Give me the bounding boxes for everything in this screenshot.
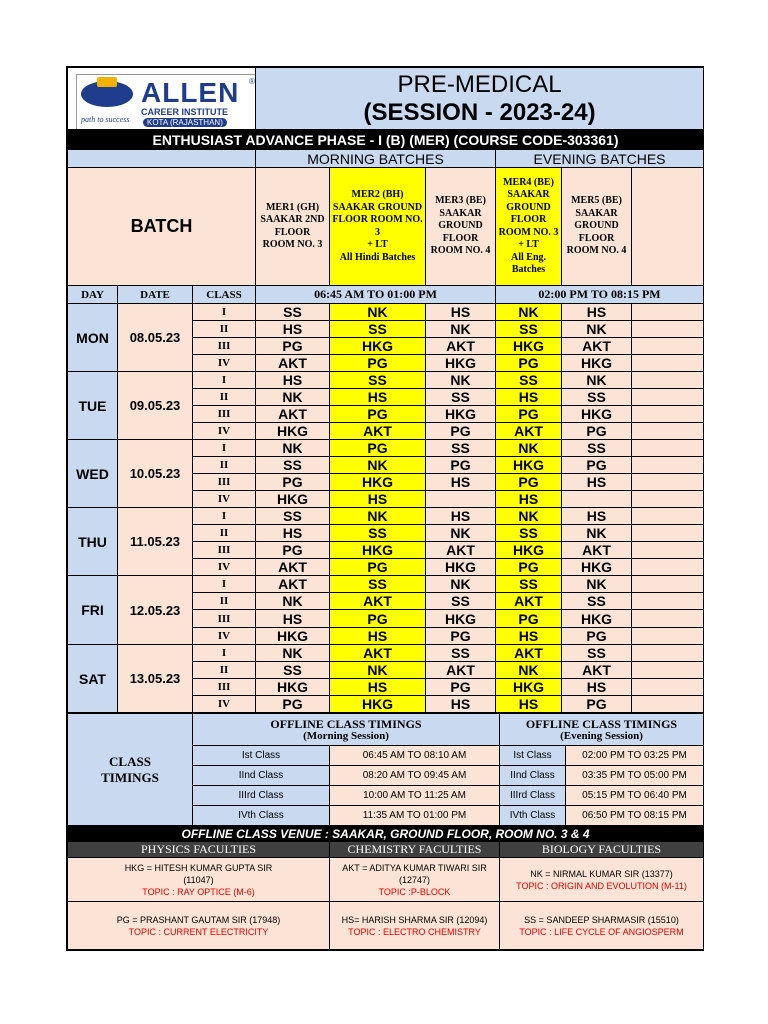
subject-cell: AKT [426,662,496,679]
subject-cell: HS [562,304,632,321]
faculty-name: HKG = HITESH KUMAR GUPTA SIR [124,862,273,873]
morning-class-name: Ist Class [193,746,330,766]
batch-line: MER4 (BE) [503,176,554,188]
faculty-row [68,858,704,902]
physics-faculties-header: PHYSICS FACULTIES [68,842,330,858]
subject-cell: SS [562,389,632,406]
logo-subtitle: CAREER INSTITUTE [141,107,229,117]
subject-cell: PG [496,559,562,576]
subject-cell: SS [496,576,562,593]
class-number: III [193,542,256,559]
faculty-cell [68,858,330,902]
batch-line: MER2 (BH) [351,189,404,200]
subject-cell: PG [426,457,496,474]
spacer-cell [632,696,704,713]
subject-cell: HS [330,679,426,696]
class-number: III [193,338,256,355]
subject-cell [426,491,496,508]
subject-cell: HKG [426,355,496,372]
subject-cell: SS [330,525,426,542]
spacer-cell [632,321,704,338]
batch-line: SAAKAR GROUND [332,201,423,213]
subject-cell: PG [496,355,562,372]
spacer-cell [632,406,704,423]
subject-cell: HKG [330,338,426,355]
evening-class-name: IVth Class [500,806,566,826]
spacer-cell [632,491,704,508]
subject-cell: HKG [562,355,632,372]
faculty-topic: TOPIC :P-BLOCK [378,886,451,897]
subject-cell: AKT [330,593,426,610]
schedule-row [68,576,704,593]
faculty-name: SS = SANDEEP SHARMASIR (15510) [524,914,679,925]
morning-time-range: 06:45 AM TO 01:00 PM [256,286,496,304]
subject-cell: NK [496,440,562,457]
subject-cell: HS [496,389,562,406]
batch-line: SAAKAR [439,207,482,219]
evening-class-time: 02:00 PM TO 03:25 PM [566,746,704,766]
subject-cell: PG [562,696,632,713]
batch-line: ROOM NO. 3 [498,226,559,238]
subject-cell: HS [256,525,330,542]
spacer-cell [632,679,704,696]
spacer-cell [632,474,704,491]
subject-cell: NK [562,576,632,593]
day-cell: TUE [68,372,118,440]
batch-line: GROUND [438,220,483,232]
evening-class-time: 06:50 PM TO 08:15 PM [566,806,704,826]
schedule-row [68,645,704,662]
subject-cell: SS [496,321,562,338]
subject-cell [562,491,632,508]
subject-cell: PG [330,440,426,457]
subject-cell: SS [426,389,496,406]
subject-cell: NK [330,304,426,321]
subject-cell: HKG [256,423,330,440]
spacer-cell [632,559,704,576]
class-number: II [193,389,256,406]
class-number: IV [193,423,256,440]
evening-class-time: 03:35 PM TO 05:00 PM [566,766,704,786]
spacer-cell [632,508,704,525]
spacer-cell [632,645,704,662]
faculty-topic: TOPIC : CURRENT ELECTRICITY [128,926,269,937]
subject-cell: SS [256,662,330,679]
faculty-topic: TOPIC : ELECTRO CHEMISTRY [348,926,481,937]
batch-spacer [632,168,704,286]
faculty-cell [500,902,704,950]
spacer-cell [632,304,704,321]
class-number: I [193,645,256,662]
subject-cell: PG [330,610,426,628]
batch-line: ROOM NO. 3 [262,239,323,250]
subject-cell: HS [562,679,632,696]
subject-cell: HKG [562,559,632,576]
subject-cell: AKT [562,542,632,559]
batch-line: MER1 (GH) [265,201,320,213]
subject-cell: SS [562,593,632,610]
subject-cell: NK [562,372,632,389]
class-number: II [193,321,256,338]
spacer-cell [632,355,704,372]
spacer-cell [632,662,704,679]
timings-and-faculty [67,713,704,950]
morning-timings-title: OFFLINE CLASS TIMINGS [270,716,422,731]
subject-cell: HKG [496,338,562,355]
spacer-cell [632,628,704,645]
date-cell: 10.05.23 [118,440,193,508]
subject-cell: PG [256,542,330,559]
batch-line: FLOOR [274,226,311,238]
subject-cell: HS [426,508,496,525]
subject-cell: SS [496,372,562,389]
class-number: IV [193,491,256,508]
morning-class-name: IVth Class [193,806,330,826]
class-timings-line-2: TIMINGS [101,769,159,785]
batch-label: BATCH [68,168,256,286]
morning-class-time: 10:00 AM TO 11:25 AM [330,786,500,806]
subject-cell: HS [562,508,632,525]
subject-cell: HKG [496,542,562,559]
class-number: IV [193,696,256,713]
subject-cell: SS [256,304,330,321]
subject-cell: HKG [562,610,632,628]
evening-timings-sub: (Evening Session) [560,729,643,742]
subject-cell: AKT [562,338,632,355]
subject-cell: AKT [256,576,330,593]
subject-cell: HKG [496,457,562,474]
subject-cell: AKT [256,406,330,423]
batch-line: All Eng. [511,251,547,263]
subject-cell: AKT [562,662,632,679]
date-cell: 08.05.23 [118,304,193,372]
subject-cell: AKT [426,542,496,559]
subject-cell: HS [496,491,562,508]
morning-class-time: 06:45 AM TO 08:10 AM [330,746,500,766]
schedule-row [68,508,704,525]
spacer-cell [632,423,704,440]
subject-cell: HKG [426,406,496,423]
subject-cell: PG [330,406,426,423]
subject-cell: NK [426,321,496,338]
class-number: II [193,662,256,679]
batch-header-mer4 [496,168,562,286]
subject-cell: NK [426,525,496,542]
subject-cell: AKT [330,423,426,440]
class-number: II [193,525,256,542]
class-timings-label [68,714,193,826]
batch-line: FLOOR ROOM NO. [332,214,423,225]
morning-class-time: 11:35 AM TO 01:00 PM [330,806,500,826]
batch-line: MER3 (BE) [435,195,486,207]
schedule-row [68,440,704,457]
subject-cell: SS [496,525,562,542]
batch-line: SAAKAR [507,189,550,200]
class-number: IV [193,559,256,576]
subject-cell: SS [426,593,496,610]
subject-cell: NK [496,304,562,321]
subject-cell: NK [330,662,426,679]
day-cell: THU [68,508,118,576]
morning-timings-sub: (Morning Session) [303,729,389,742]
subject-cell: PG [256,474,330,491]
subject-cell: PG [496,474,562,491]
subject-cell: PG [562,423,632,440]
subject-cell: HKG [496,679,562,696]
subject-cell: HS [330,491,426,508]
class-number: IV [193,628,256,645]
evening-time-range: 02:00 PM TO 08:15 PM [496,286,704,304]
batch-header-mer5 [562,168,632,286]
subject-cell: PG [426,628,496,645]
subject-cell: SS [256,457,330,474]
subject-cell: HKG [330,474,426,491]
schedule-row [68,372,704,389]
subject-cell: HKG [562,406,632,423]
morning-class-time: 08:20 AM TO 09:45 AM [330,766,500,786]
class-number: II [193,457,256,474]
subject-cell: PG [330,355,426,372]
class-number: III [193,406,256,423]
subject-cell: PG [496,406,562,423]
faculty-row [68,902,704,950]
morning-class-name: IIIrd Class [193,786,330,806]
subject-cell: HS [496,696,562,713]
logo-tagline: path to success [81,115,130,124]
subject-cell: HKG [256,679,330,696]
batch-line: ROOM NO. 4 [430,245,491,257]
subject-cell: NK [496,508,562,525]
batch-line: + LT [367,239,388,250]
faculty-cell [500,858,704,902]
subject-cell: HKG [330,542,426,559]
evening-timings-title: OFFLINE CLASS TIMINGS [525,716,678,731]
biology-faculties-header: BIOLOGY FACULTIES [500,842,704,858]
faculty-cell [330,902,500,950]
subject-cell: NK [330,457,426,474]
subject-cell: AKT [256,559,330,576]
subject-cell: AKT [496,423,562,440]
subject-cell: NK [330,508,426,525]
subject-cell: NK [256,440,330,457]
batch-header-mer2 [330,168,426,286]
subject-cell: NK [562,321,632,338]
subject-cell: PG [426,423,496,440]
batch-line: MER5 (BE) [571,195,622,207]
subject-cell: AKT [496,593,562,610]
batch-line: 3 [375,226,381,238]
registered-mark: ® [249,77,255,86]
class-number: I [193,440,256,457]
subject-cell: HS [426,474,496,491]
subject-cell: HS [426,696,496,713]
faculty-topic: TOPIC : LIFE CYCLE OF ANGIOSPERM [519,926,684,937]
batch-line: SAAKAR 2ND [260,214,325,225]
day-cell: MON [68,304,118,372]
class-number: I [193,304,256,321]
subject-cell: AKT [426,338,496,355]
batch-line: FLOOR [510,214,547,225]
batch-line: GROUND [506,201,551,213]
faculty-name: PG = PRASHANT GAUTAM SIR (17948) [116,914,281,925]
subject-cell: SS [562,440,632,457]
faculty-name: HS= HARISH SHARMA SIR (12094) [341,914,488,925]
spacer-cell [632,593,704,610]
allen-logo [76,74,256,130]
day-cell: FRI [68,576,118,645]
spacer-cell [632,372,704,389]
class-number: I [193,508,256,525]
spacer-cell [632,525,704,542]
class-number: III [193,679,256,696]
timetable-sheet [66,66,704,951]
evening-batches-label: EVENING BATCHES [496,150,704,168]
class-timings-line-1: CLASS [109,753,151,769]
subject-cell: HS [426,304,496,321]
subject-cell: PG [256,696,330,713]
col-day: DAY [68,286,118,304]
subject-cell: NK [562,525,632,542]
batch-line: FLOOR [442,232,479,244]
logo-brand: ALLEN [141,77,240,108]
subject-cell: SS [256,508,330,525]
spacer-cell [632,542,704,559]
spacer-cell [632,576,704,593]
title-line-1: PRE-MEDICAL [397,70,562,98]
evening-class-name: IIIrd Class [500,786,566,806]
spacer-cell [632,610,704,628]
morning-class-name: IInd Class [193,766,330,786]
col-date: DATE [118,286,193,304]
subject-cell: HKG [426,559,496,576]
batch-header-mer1 [256,168,330,286]
subject-cell: HS [256,610,330,628]
evening-class-time: 05:15 PM TO 06:40 PM [566,786,704,806]
subject-cell: AKT [256,355,330,372]
batch-line: + LT [518,239,539,250]
subject-cell: HS [256,321,330,338]
morning-timings-header [193,714,500,746]
spacer-cell [632,440,704,457]
subject-cell: HS [496,628,562,645]
logo-location: KOTA (RAJASTHAN) [143,118,227,127]
subject-cell: HKG [256,491,330,508]
subject-cell: PG [256,338,330,355]
day-cell: SAT [68,645,118,713]
title-line-2: (SESSION - 2023-24) [363,98,596,126]
subject-cell: AKT [330,645,426,662]
subject-cell: HS [562,474,632,491]
class-number: III [193,610,256,628]
col-class: CLASS [193,286,256,304]
batch-line: All Hindi Batches [339,251,416,263]
subject-cell: PG [562,457,632,474]
date-cell: 13.05.23 [118,645,193,713]
subject-cell: HKG [256,628,330,645]
subject-cell: PG [330,559,426,576]
graduation-cap-icon [81,81,133,107]
evening-class-name: Ist Class [500,746,566,766]
subject-cell: HKG [426,610,496,628]
evening-class-name: IInd Class [500,766,566,786]
course-banner: ENTHUSIAST ADVANCE PHASE - I (B) (MER) (COURSE CODE-303361) [68,130,704,150]
subject-cell: SS [426,440,496,457]
date-cell: 11.05.23 [118,508,193,576]
subject-cell: PG [562,628,632,645]
spacer-cell [632,389,704,406]
batch-line: ROOM NO. 4 [566,245,627,257]
subject-cell: HS [330,628,426,645]
subject-cell: NK [426,372,496,389]
batch-line: GROUND [574,220,619,232]
subject-cell: NK [496,662,562,679]
subject-cell: PG [496,610,562,628]
class-number: I [193,372,256,389]
faculty-code: (11047) [183,874,214,885]
subject-cell: NK [256,645,330,662]
faculty-cell [330,858,500,902]
faculty-name: AKT = ADITYA KUMAR TIWARI SIR (12747) [342,862,487,885]
class-number: II [193,593,256,610]
faculty-name: NK = NIRMAL KUMAR SIR (13377) [530,868,673,879]
batch-line: Batches [511,264,546,275]
spacer-cell [632,338,704,355]
blank-header [68,150,256,168]
day-cell: WED [68,440,118,508]
spacer-cell [632,457,704,474]
timetable [67,67,704,713]
subject-cell: HKG [330,696,426,713]
faculty-cell [68,902,330,950]
evening-timings-header [500,714,704,746]
subject-cell: NK [426,576,496,593]
logo-cell [68,68,256,130]
subject-cell: NK [256,389,330,406]
subject-cell: SS [330,372,426,389]
class-number: I [193,576,256,593]
subject-cell: SS [330,321,426,338]
subject-cell: HS [256,372,330,389]
date-cell: 12.05.23 [118,576,193,645]
batch-header-mer3 [426,168,496,286]
subject-cell: SS [562,645,632,662]
schedule-row [68,304,704,321]
subject-cell: SS [330,576,426,593]
subject-cell: AKT [496,645,562,662]
faculty-topic: TOPIC : RAY OPTICE (M-6) [142,886,255,897]
batch-line: SAAKAR [575,207,618,219]
subject-cell: NK [256,593,330,610]
batch-line: FLOOR [578,232,615,244]
chemistry-faculties-header: CHEMISTRY FACULTIES [330,842,500,858]
venue-banner: OFFLINE CLASS VENUE : SAAKAR, GROUND FLOOR, ROOM NO. 3 & 4 [68,826,704,842]
page-title [256,68,704,130]
class-number: IV [193,355,256,372]
subject-cell: HS [330,389,426,406]
faculty-topic: TOPIC : ORIGIN AND EVOLUTION (M-11) [516,880,687,891]
class-number: III [193,474,256,491]
subject-cell: SS [426,645,496,662]
date-cell: 09.05.23 [118,372,193,440]
subject-cell: PG [426,679,496,696]
morning-batches-label: MORNING BATCHES [256,150,496,168]
